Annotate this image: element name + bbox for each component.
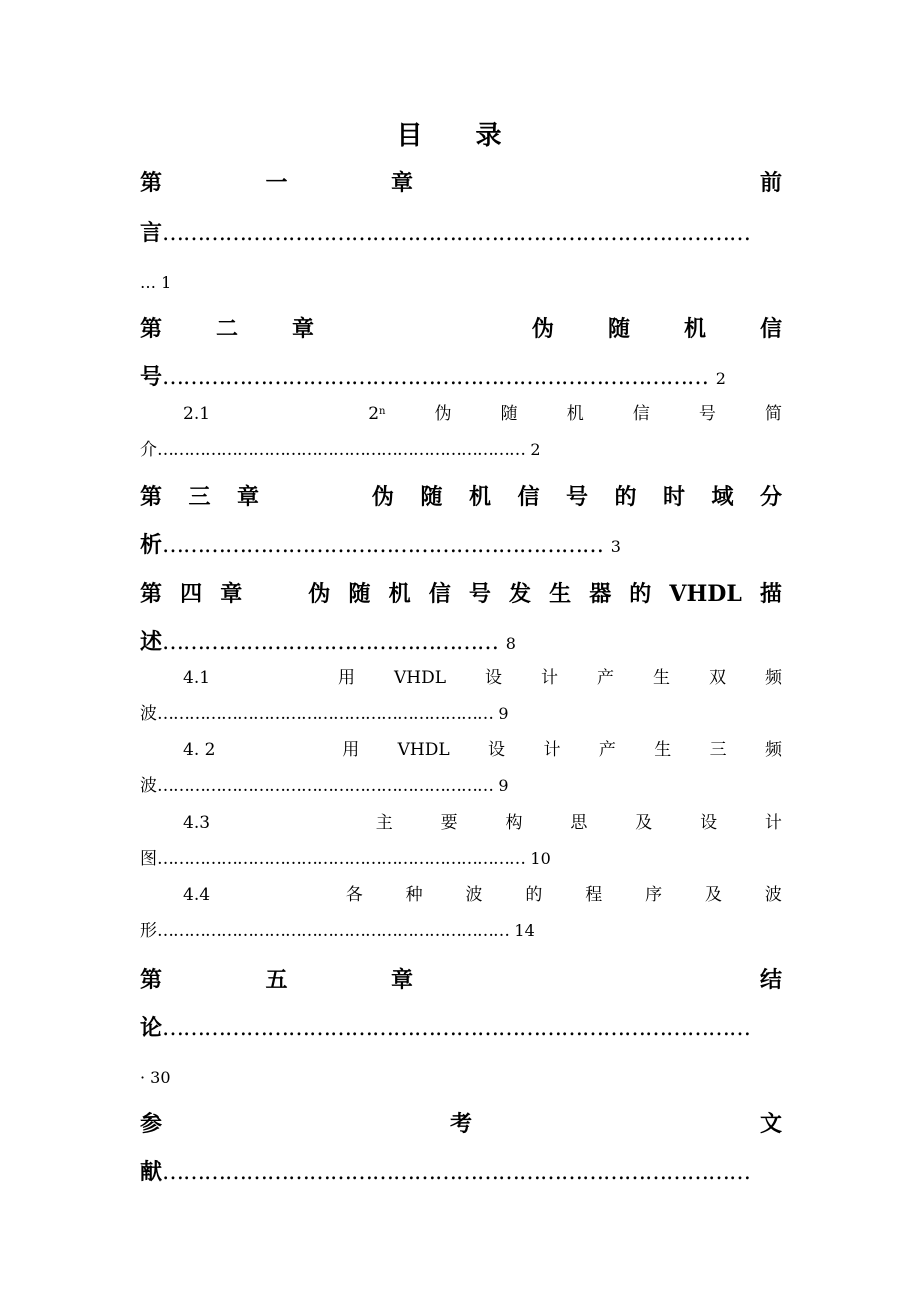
toc-token: 各 <box>345 885 363 905</box>
toc-page-number: 9 <box>498 776 509 795</box>
toc-entry-chapter-3-leader: 析……………………………………………………… 3 <box>140 532 621 558</box>
toc-title: 目 录 <box>396 121 524 151</box>
toc-token: 2$^n$ <box>368 404 386 424</box>
toc-entry-section-4-1[interactable] <box>183 666 782 690</box>
toc-entry-section-2-1[interactable] <box>183 402 782 426</box>
toc-token: 频 <box>764 668 782 688</box>
toc-token: 伪 <box>434 404 452 424</box>
toc-token: 双 <box>708 668 726 688</box>
toc-token: 伪 <box>308 581 331 607</box>
toc-token: 程 <box>585 885 603 905</box>
toc-token: 四 <box>180 581 203 607</box>
toc-token: 第 <box>140 170 163 196</box>
toc-entry-chapter-4[interactable] <box>140 579 782 609</box>
toc-token: 随 <box>607 316 630 342</box>
toc-token: 伪 <box>371 484 394 510</box>
toc-token: 产 <box>598 740 616 760</box>
toc-entry-section-4-4[interactable] <box>183 883 782 907</box>
toc-entry-chapter-2-leader: 号…………………………………………………………………… 2 <box>140 364 726 390</box>
toc-token: 生 <box>652 668 670 688</box>
toc-entry-chapter-3[interactable] <box>140 482 782 512</box>
toc-token: 4.4 <box>183 885 211 905</box>
toc-token: 2.1 <box>183 404 211 424</box>
toc-token: 用 <box>342 740 360 760</box>
toc-page-number: 2 <box>530 440 541 459</box>
toc-token: 计 <box>541 668 558 688</box>
toc-token: VHDL <box>397 740 450 760</box>
toc-token: 及 <box>635 813 653 833</box>
toc-token: 号 <box>565 484 588 510</box>
toc-token: 生 <box>549 581 572 607</box>
toc-token: 产 <box>596 668 614 688</box>
toc-entry-section-4-3-leader: 图…………………………………………………………… 10 <box>140 849 551 869</box>
toc-token: 4.1 <box>183 668 211 688</box>
toc-token: 时 <box>662 484 685 510</box>
toc-entry-section-4-2[interactable] <box>183 738 782 762</box>
toc-token: 主 <box>375 813 393 833</box>
toc-token: 域 <box>711 484 734 510</box>
toc-token: 随 <box>348 581 371 607</box>
toc-token: 号 <box>468 581 491 607</box>
toc-token: 机 <box>683 316 706 342</box>
toc-entry-chapter-1[interactable] <box>140 168 782 198</box>
toc-token: 简 <box>764 404 782 424</box>
toc-token: 随 <box>500 404 518 424</box>
toc-token: 参 <box>140 1111 163 1137</box>
toc-token: VHDL <box>394 668 447 688</box>
toc-token: 计 <box>764 813 782 833</box>
toc-token: 信 <box>428 581 451 607</box>
toc-entry-chapter-2[interactable] <box>140 314 782 344</box>
toc-token: 五 <box>265 967 288 993</box>
toc-token: 机 <box>468 484 491 510</box>
toc-token: 设 <box>485 668 503 688</box>
toc-token: 波 <box>465 885 483 905</box>
toc-page-number: 3 <box>610 537 621 556</box>
toc-token: 频 <box>765 740 782 760</box>
toc-token: 第 <box>140 967 163 993</box>
toc-entry-section-2-1-leader: 介…………………………………………………………… 2 <box>140 440 541 460</box>
toc-token: 章 <box>391 967 414 993</box>
toc-entry-section-4-1-leader: 波……………………………………………………… 9 <box>140 704 509 724</box>
toc-token: 信 <box>759 316 782 342</box>
toc-token: 章 <box>391 170 414 196</box>
toc-token: 机 <box>566 404 584 424</box>
toc-page-number: … 1 <box>140 273 172 292</box>
toc-token: 及 <box>705 885 723 905</box>
toc-token: 序 <box>645 885 663 905</box>
toc-token: 号 <box>698 404 716 424</box>
toc-token: 的 <box>614 484 637 510</box>
toc-token: 计 <box>543 740 561 760</box>
toc-token: 器 <box>589 581 612 607</box>
toc-token: 生 <box>654 740 672 760</box>
toc-token: 分 <box>759 484 782 510</box>
toc-token: 文 <box>759 1111 782 1137</box>
toc-token: 种 <box>405 885 423 905</box>
toc-token: 结 <box>759 967 782 993</box>
toc-token: 4.3 <box>183 813 211 833</box>
toc-entry-chapter-5[interactable] <box>140 965 782 995</box>
toc-token: 机 <box>388 581 411 607</box>
toc-entry-references[interactable] <box>140 1109 782 1139</box>
toc-token: 章 <box>220 581 243 607</box>
toc-token: 4. 2 <box>183 740 216 760</box>
toc-token: 三 <box>188 484 211 510</box>
toc-entry-section-4-3[interactable] <box>183 811 782 835</box>
toc-token: 描 <box>759 581 782 607</box>
toc-token: 信 <box>632 404 650 424</box>
toc-token: 的 <box>525 885 543 905</box>
toc-token: 第 <box>140 484 163 510</box>
toc-page-number: 10 <box>530 849 551 868</box>
toc-page-number: 14 <box>514 921 535 940</box>
toc-entry-references-leader: 献………………………………………………………………………… <box>140 1159 751 1185</box>
toc-token: 波 <box>764 885 782 905</box>
toc-token: 的 <box>629 581 652 607</box>
toc-page-number: · 30 <box>140 1068 171 1087</box>
toc-page-number: 2 <box>715 369 726 388</box>
toc-token: 发 <box>508 581 531 607</box>
toc-entry-chapter-4-leader: 述………………………………………… 8 <box>140 629 516 655</box>
toc-token: VHDL <box>669 581 742 607</box>
toc-page-number: 8 <box>505 634 516 653</box>
toc-token: 设 <box>700 813 718 833</box>
toc-token: 考 <box>449 1111 472 1137</box>
toc-token: 章 <box>292 316 315 342</box>
toc-page-number: 9 <box>498 704 509 723</box>
toc-token: 要 <box>440 813 458 833</box>
toc-token: 信 <box>517 484 540 510</box>
toc-token: 随 <box>420 484 443 510</box>
toc-token: 设 <box>488 740 506 760</box>
toc-entry-chapter-5-leader: 论………………………………………………………………………… <box>140 1015 751 1041</box>
toc-token: 三 <box>709 740 727 760</box>
toc-entry-chapter-1-leader: 言………………………………………………………………………… <box>140 220 751 246</box>
toc-token: 构 <box>505 813 523 833</box>
toc-token: 伪 <box>531 316 554 342</box>
toc-token: 第 <box>140 316 163 342</box>
toc-token: 第 <box>140 581 163 607</box>
toc-token: 前 <box>759 170 782 196</box>
toc-token: 二 <box>216 316 239 342</box>
toc-token: 章 <box>237 484 260 510</box>
toc-token: 思 <box>570 813 588 833</box>
toc-token: 一 <box>265 170 288 196</box>
toc-entry-section-4-2-leader: 波……………………………………………………… 9 <box>140 776 509 796</box>
toc-entry-section-4-4-leader: 形………………………………………………………… 14 <box>140 921 535 941</box>
toc-token: 用 <box>338 668 356 688</box>
